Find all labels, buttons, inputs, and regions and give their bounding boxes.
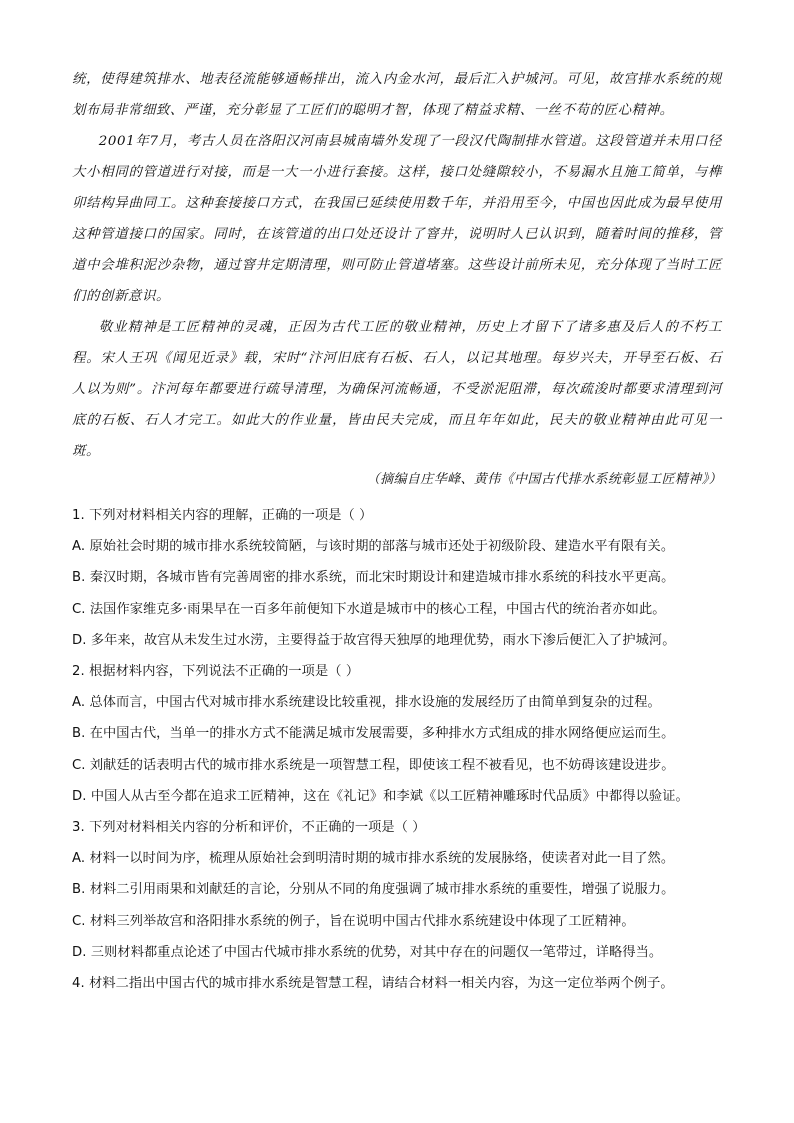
answer-option: A. 原始社会时期的城市排水系统较简陋，与该时期的部落与城市还处于初级阶段、建造水平有限有关。 [72,539,675,555]
answer-option: D. 中国人从古至今都在追求工匠精神，这在《礼记》和李斌《以工匠精神雕琢时代品质》中都得以验证。 [72,788,689,804]
answer-option: D. 三则材料都重点论述了中国古代城市排水系统的优势，对其中存在的问题仅一笔带过，详略得当。 [72,944,663,960]
passage-paragraph: 敬业精神是工匠精神的灵魂，正因为古代工匠的敬业精神，历史上才留下了诸多惠及后人的不朽工程。宋人王巩《闻见近录》载，宋时“汴河旧底有石板、石人，以记其地理。每岁兴夫，开导至石板、石人以为则”。汴河每年都要进行疏导清理，为确保河流畅通，不受淤泥阻滞，每次疏浚时都要求清理到河底的石板、石人才完工。如此大的作业量，皆由民夫完成，而且年年如此，民夫的敬业精神由此可见一斑。 [72,320,722,459]
question-stem: 1. 下列对材料相关内容的理解，正确的一项是（ ） [72,508,373,523]
question-stem: 3. 下列对材料相关内容的分析和评价，不正确的一项是（ ） [72,820,426,836]
reading-passage [72,64,722,467]
answer-option: B. 在中国古代，当单一的排水方式不能满足城市发展需要，多种排水方式组成的排水网络便应运而生。 [72,726,675,742]
passage-source: （摘编自庄华峰、黄伟《中国古代排水系统彰显工匠精神》） [366,472,722,487]
passage-paragraph: 2001年7月，考古人员在洛阳汉河南县城南墙外发现了一段汉代陶制排水管道。这段管道并未用口径大小相同的管道进行对接，而是一大一小进行套接。这样，接口处缝隙较小，不易漏水且施工简单，与榫卯结构异曲同工。这种套接接口方式，在我国已延续使用数千年，并沿用至今，中国也因此成为最早使用这种管道接口的国家。同时，在该管道的出口处还设计了窨井，说明时人已认识到，随着时间的推移，管道中会堆积泥沙杂物，通过窨井定期清理，则可防止管道堵塞。这些设计前所未见，充分体现了当时工匠们的创新意识。 [72,134,722,304]
answer-option: A. 总体而言，中国古代对城市排水系统建设比较重视，排水设施的发展经历了由简单到复杂的过程。 [72,695,661,711]
answer-option: A. 材料一以时间为序，梳理从原始社会到明清时期的城市排水系统的发展脉络，使读者对此一目了然。 [72,851,675,867]
passage-paragraph: 统，使得建筑排水、地表径流能够通畅排出，流入内金水河，最后汇入护城河。可见，故宫排水系统的规划布局非常细致、严谨，充分彰显了工匠们的聪明才智，体现了精益求精、一丝不苟的匠心精神。 [72,72,722,118]
answer-option: C. 刘献廷的话表明古代的城市排水系统是一项智慧工程，即使该工程不被看见，也不妨碍该建设进步。 [72,757,675,773]
answer-option: D. 多年来，故宫从未发生过水涝，主要得益于故宫得天独厚的地理优势，雨水下渗后便汇入了护城河。 [72,632,676,648]
answer-option: C. 法国作家维克多·雨果早在一百多年前便知下水道是城市中的核心工程，中国古代的统治者亦如此。 [72,601,666,617]
answer-option: B. 秦汉时期，各城市皆有完善周密的排水系统，而北宋时期设计和建造城市排水系统的科技水平更高。 [72,570,675,586]
answer-option: B. 材料二引用雨果和刘献廷的言论，分别从不同的角度强调了城市排水系统的重要性，增强了说服力。 [72,882,675,898]
question-list [72,500,724,999]
question-stem: 4. 材料二指出中国古代的城市排水系统是智慧工程，请结合材料一相关内容，为这一定位举两个例子。 [72,976,674,992]
answer-option: C. 材料三列举故宫和洛阳排水系统的例子，旨在说明中国古代排水系统建设中体现了工匠精神。 [72,913,635,929]
question-stem: 2. 根据材料内容，下列说法不正确的一项是（ ） [72,664,360,680]
